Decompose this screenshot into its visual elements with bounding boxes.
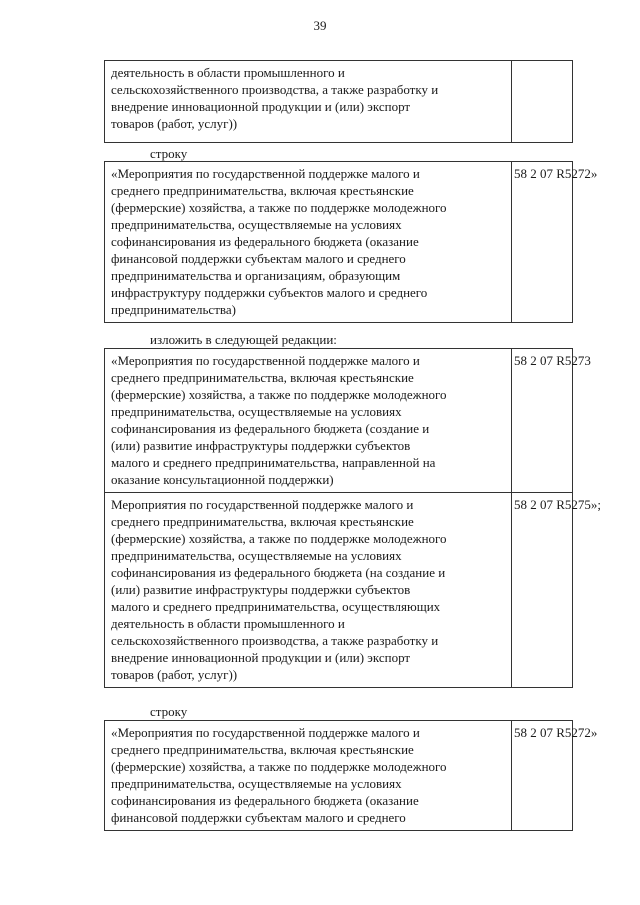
description-line: инфраструктуру поддержки субъектов малого и среднего	[111, 285, 428, 300]
description-line: предпринимательства, осуществляемые на условиях	[111, 548, 402, 563]
description-line: Мероприятия по государственной поддержке малого и	[111, 497, 414, 512]
description-line: предпринимательства)	[111, 302, 236, 317]
budget-table-new	[104, 348, 602, 688]
description-line: (фермерские) хозяйства, а также по поддержке молодежного	[111, 200, 447, 215]
description-line: сельскохозяйственного производства, а также разработку и	[111, 633, 439, 648]
row-description	[105, 162, 512, 323]
table-row	[105, 61, 573, 143]
description-line: софинансирования из федерального бюджета (оказание	[111, 793, 419, 808]
instruction-text: строку	[150, 704, 188, 719]
description-line: среднего предпринимательства, включая крестьянские	[111, 742, 414, 757]
description-line: предпринимательства, осуществляемые на условиях	[111, 404, 402, 419]
description-line: внедрение инновационной продукции и (или) экспорт	[111, 99, 411, 114]
instruction-text: строку	[150, 146, 188, 161]
description-line: (фермерские) хозяйства, а также по поддержке молодежного	[111, 531, 447, 546]
description-line: софинансирования из федерального бюджета (на создание и	[111, 565, 446, 580]
description-line: сельскохозяйственного производства, а также разработку и	[111, 82, 439, 97]
description-line: предпринимательства, осуществляемые на условиях	[111, 776, 402, 791]
description-line: (фермерские) хозяйства, а также по поддержке молодежного	[111, 759, 447, 774]
row-code: 58 2 07 R5275»;	[512, 493, 573, 688]
description-line: софинансирования из федерального бюджета (создание и	[111, 421, 430, 436]
budget-table-top	[104, 60, 573, 143]
row-description	[105, 493, 512, 688]
description-line: оказание консультационной поддержки)	[111, 472, 334, 487]
description-line: (или) развитие инфраструктуры поддержки субъектов	[111, 438, 411, 453]
description-line: внедрение инновационной продукции и (или) экспорт	[111, 650, 411, 665]
description-line: предпринимательства и организациям, образующим	[111, 268, 401, 283]
description-line: (или) развитие инфраструктуры поддержки субъектов	[111, 582, 411, 597]
page-number: 39	[313, 18, 327, 33]
row-description	[105, 721, 512, 831]
description-line: «Мероприятия по государственной поддержке малого и	[111, 353, 420, 368]
description-line: «Мероприятия по государственной поддержке малого и	[111, 725, 420, 740]
table-row	[105, 162, 573, 323]
description-line: предпринимательства, осуществляемые на условиях	[111, 217, 402, 232]
description-line: товаров (работ, услуг))	[111, 116, 238, 131]
description-line: малого и среднего предпринимательства, осуществляющих	[111, 599, 441, 614]
row-description	[105, 61, 512, 143]
table-row	[105, 493, 573, 688]
row-code: 58 2 07 R5272»	[512, 162, 573, 323]
description-line: «Мероприятия по государственной поддержке малого и	[111, 166, 420, 181]
description-line: софинансирования из федерального бюджета (оказание	[111, 234, 419, 249]
row-description	[105, 349, 512, 493]
table-row	[105, 349, 573, 493]
description-line: товаров (работ, услуг))	[111, 667, 238, 682]
description-line: среднего предпринимательства, включая крестьянские	[111, 370, 414, 385]
row-code: 58 2 07 R5273	[512, 349, 573, 493]
description-line: среднего предпринимательства, включая крестьянские	[111, 183, 414, 198]
row-code	[512, 61, 573, 143]
description-line: (фермерские) хозяйства, а также по поддержке молодежного	[111, 387, 447, 402]
instruction-text: изложить в следующей редакции:	[150, 332, 337, 347]
row-code: 58 2 07 R5272»	[512, 721, 573, 831]
description-line: малого и среднего предпринимательства, направленной на	[111, 455, 436, 470]
table-row	[105, 721, 573, 831]
budget-table-old	[104, 161, 598, 323]
description-line: среднего предпринимательства, включая крестьянские	[111, 514, 414, 529]
description-line: деятельность в области промышленного и	[111, 616, 345, 631]
budget-table-next	[104, 720, 598, 831]
description-line: финансовой поддержки субъектам малого и среднего	[111, 810, 406, 825]
description-line: деятельность в области промышленного и	[111, 65, 345, 80]
description-line: финансовой поддержки субъектам малого и среднего	[111, 251, 406, 266]
